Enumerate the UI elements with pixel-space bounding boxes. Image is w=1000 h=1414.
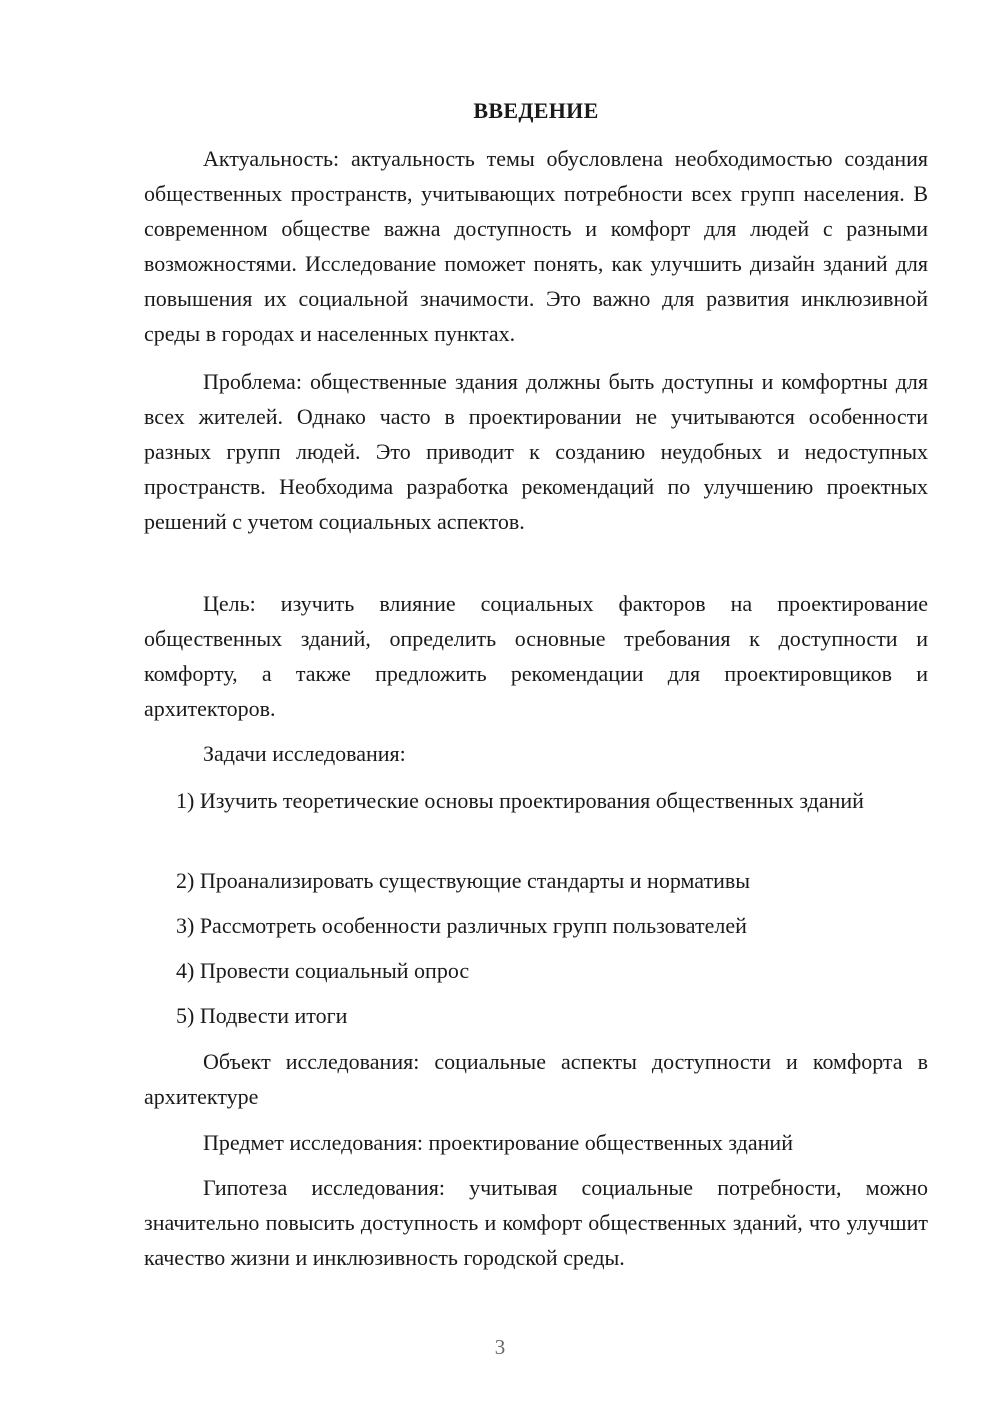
list-item: 2) Проанализировать существующие стандарты и нормативы xyxy=(176,868,751,893)
page-title: ВВЕДЕНИЕ xyxy=(473,98,599,123)
list-item: 1) Изучить теоретические основы проектирования общественных зданий xyxy=(176,788,864,813)
list-item: 5) Подвести итоги xyxy=(176,1003,348,1028)
paragraph-subject: Предмет исследования: проектирование общественных зданий xyxy=(203,1130,793,1155)
tasks-title: Задачи исследования: xyxy=(203,741,406,766)
list-item: 3) Рассмотреть особенности различных групп пользователей xyxy=(176,913,747,938)
paragraph-problem: Проблема: общественные здания должны быть доступны и комфортны для всех жителей. Однако часто в проектировании не учитываются особенности разных групп людей. Это приводит к созданию неудобных и недоступных пространств. Необходима разработка рекомендаций по улучшению проектных решений с учетом социальных аспектов. xyxy=(144,369,928,534)
list-item: 4) Провести социальный опрос xyxy=(176,958,470,983)
paragraph-hypothesis: Гипотеза исследования: учитывая социальные потребности, можно значительно повысить доступность и комфорт общественных зданий, что улучшит качество жизни и инклюзивность городской среды. xyxy=(144,1175,928,1270)
paragraph-relevance: Актуальность: актуальность темы обусловлена необходимостью создания общественных пространств, учитывающих потребности всех групп населения. В современном обществе важна доступность и комфорт для людей с разными возможностями. Исследование поможет понять, как улучшить дизайн зданий для повышения их социальной значимости. Это важно для развития инклюзивной среды в городах и населенных пунктах. xyxy=(144,146,928,346)
paragraph-goal: Цель: изучить влияние социальных факторов на проектирование общественных зданий, определить основные требования к доступности и комфорту, а также предложить рекомендации для проектировщиков и архитекторов. xyxy=(144,591,928,721)
paragraph-object: Объект исследования: социальные аспекты доступности и комфорта в архитектуре xyxy=(144,1049,928,1109)
page-number: 3 xyxy=(494,1335,506,1359)
